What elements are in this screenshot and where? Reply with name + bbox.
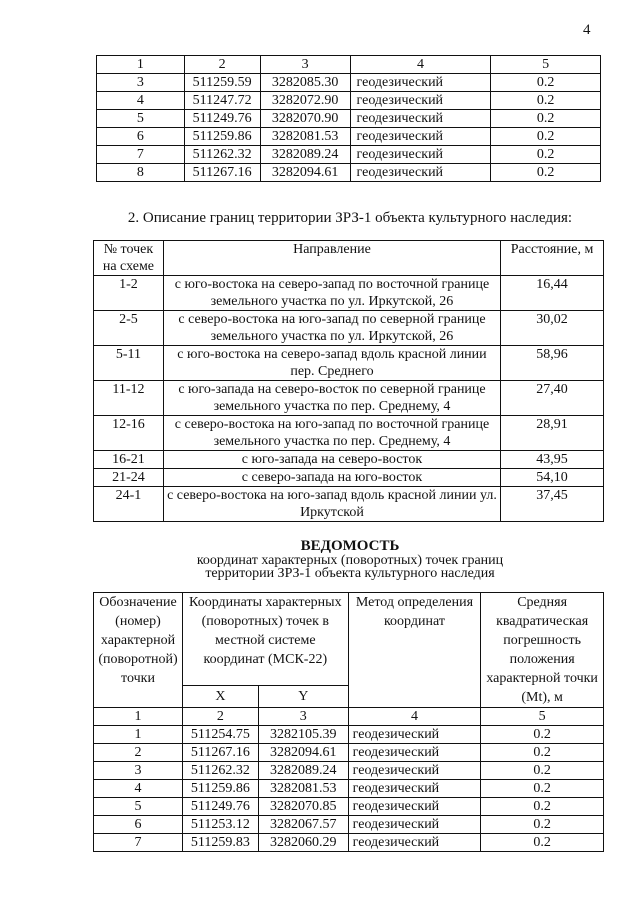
segment: 21-24 (94, 469, 164, 487)
error: 0.2 (491, 128, 601, 146)
table-row (94, 451, 604, 469)
point-number: 6 (97, 128, 185, 146)
coord-x: 511249.76 (182, 798, 258, 816)
table-header-row (94, 593, 604, 686)
direction: с юго-запада на северо-восток (163, 451, 500, 469)
distance: 43,95 (501, 451, 604, 469)
vedomost-subtitle-line: координат характерных (поворотных) точек границ (196, 553, 504, 568)
coord-y: 3282089.24 (260, 146, 350, 164)
column-number: 3 (258, 708, 348, 726)
method: геодезический (348, 726, 481, 744)
error: 0.2 (481, 762, 604, 780)
direction: с северо-востока на юго-запад вдоль красной линии ул. Иркутской (163, 487, 500, 522)
distance: 58,96 (501, 346, 604, 381)
header-direction: Направление (163, 241, 500, 276)
table-row (97, 110, 601, 128)
coord-x: 511247.72 (184, 92, 260, 110)
section-title: 2. Описание границ территории ЗРЗ-1 объекта культурного наследия: (127, 210, 573, 226)
direction: с северо-запада на юго-восток (163, 469, 500, 487)
table-row (94, 798, 604, 816)
coord-y: 3282070.85 (258, 798, 348, 816)
distance: 27,40 (501, 381, 604, 416)
method: геодезический (350, 164, 491, 182)
error: 0.2 (481, 780, 604, 798)
error: 0.2 (491, 74, 601, 92)
segment: 16-21 (94, 451, 164, 469)
page-number: 4 (583, 22, 591, 38)
column-number: 4 (348, 708, 481, 726)
coord-y: 3282085.30 (260, 74, 350, 92)
error: 0.2 (491, 146, 601, 164)
point-number: 7 (97, 146, 185, 164)
segment: 11-12 (94, 381, 164, 416)
table-row (94, 726, 604, 744)
coord-x: 511262.32 (182, 762, 258, 780)
point-number: 3 (97, 74, 185, 92)
header-method: Метод определения координат (348, 593, 481, 708)
vedomost-coordinates-table (93, 592, 604, 852)
header-y: Y (258, 686, 348, 708)
header-points: № точек на схеме (94, 241, 164, 276)
table-row (97, 74, 601, 92)
point-number: 4 (97, 92, 185, 110)
table-row (94, 469, 604, 487)
direction: с юго-запада на северо-восток по северной границе земельного участка по пер. Среднему, 4 (163, 381, 500, 416)
method: геодезический (348, 744, 481, 762)
table-row (94, 744, 604, 762)
coord-y: 3282070.90 (260, 110, 350, 128)
method: геодезический (350, 74, 491, 92)
coord-x: 511267.16 (184, 164, 260, 182)
header-error: Средняя квадратическая погрешность положения характерной точки (Mt), м (481, 593, 604, 708)
point-number: 5 (94, 798, 183, 816)
error: 0.2 (491, 164, 601, 182)
segment: 2-5 (94, 311, 164, 346)
method: геодезический (350, 92, 491, 110)
point-number: 6 (94, 816, 183, 834)
table-row (94, 276, 604, 311)
coord-y: 3282094.61 (258, 744, 348, 762)
method: геодезический (348, 780, 481, 798)
table-row (94, 834, 604, 852)
coord-y: 3282081.53 (258, 780, 348, 798)
point-number: 2 (94, 744, 183, 762)
coordinates-table-continued (96, 55, 601, 182)
table-row (94, 762, 604, 780)
coord-y: 3282081.53 (260, 128, 350, 146)
direction: с северо-востока на юго-запад по восточной границе земельного участка по пер. Среднему, 4 (163, 416, 500, 451)
vedomost-title: ВЕДОМОСТЬ (300, 538, 400, 554)
coord-x: 511259.86 (184, 128, 260, 146)
table-row (94, 311, 604, 346)
table-header-row (97, 56, 601, 74)
method: геодезический (350, 128, 491, 146)
method: геодезический (348, 816, 481, 834)
point-number: 7 (94, 834, 183, 852)
segment: 5-11 (94, 346, 164, 381)
column-number: 5 (491, 56, 601, 74)
column-number: 4 (350, 56, 491, 74)
column-number: 2 (184, 56, 260, 74)
table-row (94, 487, 604, 522)
distance: 16,44 (501, 276, 604, 311)
header-x: X (182, 686, 258, 708)
distance: 28,91 (501, 416, 604, 451)
coord-x: 511254.75 (182, 726, 258, 744)
method: геодезический (348, 834, 481, 852)
column-number: 2 (182, 708, 258, 726)
distance: 30,02 (501, 311, 604, 346)
coord-y: 3282072.90 (260, 92, 350, 110)
coord-x: 511259.83 (182, 834, 258, 852)
header-designation: Обозначение (номер) характерной (поворотной) точки (94, 593, 183, 708)
table-row (94, 381, 604, 416)
table-row (94, 346, 604, 381)
table-row (97, 146, 601, 164)
point-number: 5 (97, 110, 185, 128)
coord-y: 3282060.29 (258, 834, 348, 852)
point-number: 1 (94, 726, 183, 744)
vedomost-subtitle (100, 554, 600, 580)
coord-x: 511267.16 (182, 744, 258, 762)
point-number: 8 (97, 164, 185, 182)
table-row (94, 780, 604, 798)
direction: с юго-востока на северо-запад вдоль красной линии пер. Среднего (163, 346, 500, 381)
column-number: 3 (260, 56, 350, 74)
direction: с юго-востока на северо-запад по восточной границе земельного участка по ул. Иркутской, 26 (163, 276, 500, 311)
coord-y: 3282089.24 (258, 762, 348, 780)
point-number: 3 (94, 762, 183, 780)
coord-x: 511259.86 (182, 780, 258, 798)
distance: 37,45 (501, 487, 604, 522)
error: 0.2 (491, 110, 601, 128)
error: 0.2 (481, 726, 604, 744)
method: геодезический (350, 110, 491, 128)
coord-y: 3282067.57 (258, 816, 348, 834)
coord-x: 511259.59 (184, 74, 260, 92)
column-number: 1 (94, 708, 183, 726)
error: 0.2 (481, 816, 604, 834)
segment: 1-2 (94, 276, 164, 311)
coord-x: 511249.76 (184, 110, 260, 128)
coord-x: 511253.12 (182, 816, 258, 834)
table-row (94, 816, 604, 834)
error: 0.2 (481, 798, 604, 816)
distance: 54,10 (501, 469, 604, 487)
method: геодезический (348, 798, 481, 816)
column-number: 5 (481, 708, 604, 726)
method: геодезический (348, 762, 481, 780)
point-number: 4 (94, 780, 183, 798)
table-row (97, 92, 601, 110)
coord-x: 511262.32 (184, 146, 260, 164)
coord-y: 3282105.39 (258, 726, 348, 744)
table-header-row (94, 241, 604, 276)
direction: с северо-востока на юго-запад по северной границе земельного участка по ул. Иркутской, 26 (163, 311, 500, 346)
error: 0.2 (481, 834, 604, 852)
method: геодезический (350, 146, 491, 164)
column-number: 1 (97, 56, 185, 74)
header-coordinates: Координаты характерных (поворотных) точек в местной системе координат (МСК-22) (182, 593, 348, 686)
header-distance: Расстояние, м (501, 241, 604, 276)
vedomost-subtitle-line: территории ЗРЗ-1 объекта культурного наследия (205, 566, 495, 581)
table-row (94, 416, 604, 451)
coord-y: 3282094.61 (260, 164, 350, 182)
table-numbers-row (94, 708, 604, 726)
boundary-description-table (93, 240, 604, 522)
segment: 12-16 (94, 416, 164, 451)
segment: 24-1 (94, 487, 164, 522)
table-row (97, 128, 601, 146)
table-row (97, 164, 601, 182)
error: 0.2 (491, 92, 601, 110)
error: 0.2 (481, 744, 604, 762)
